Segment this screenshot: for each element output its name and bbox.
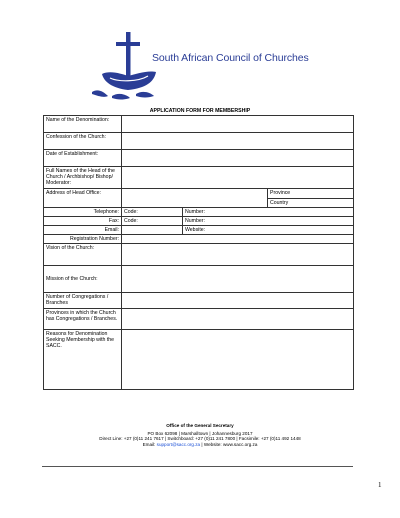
field-telephone-code[interactable]: Code: bbox=[122, 208, 183, 217]
org-name: South African Council of Churches bbox=[152, 52, 309, 64]
field-email[interactable] bbox=[122, 226, 183, 235]
footer-rule bbox=[42, 466, 353, 467]
label-country[interactable]: Country bbox=[268, 199, 354, 208]
label-name-of-denomination: Name of the Denomination: bbox=[44, 116, 122, 133]
footer-website: | Website: www.sacc.org.za bbox=[201, 441, 258, 447]
footer-office: Office of the General Secretary bbox=[166, 423, 234, 428]
footer-email-link[interactable]: support@sacc.org.za bbox=[156, 441, 201, 447]
label-confession: Confession of the Church: bbox=[44, 133, 122, 150]
field-provinces[interactable] bbox=[122, 309, 354, 330]
footer bbox=[0, 423, 400, 447]
footer-contact bbox=[0, 442, 400, 448]
label-fax: Fax: bbox=[44, 217, 122, 226]
label-mission: Mission of the Church: bbox=[44, 266, 122, 293]
page-number: 1 bbox=[378, 481, 382, 489]
label-reasons: Reasons for Denomination Seeking Membership with the SACC. bbox=[44, 330, 122, 390]
field-fax-number[interactable]: Number: bbox=[183, 217, 354, 226]
sacc-logo bbox=[92, 30, 164, 108]
label-congregations: Number of Congregations / Branches bbox=[44, 293, 122, 309]
wave-right bbox=[136, 92, 154, 98]
field-congregations[interactable] bbox=[122, 293, 354, 309]
footer-address: PO Box 62098 | Marshalltown | Johannesburg 2017 bbox=[147, 430, 253, 436]
footer-email-label: Email: bbox=[142, 441, 156, 447]
membership-form bbox=[43, 115, 354, 390]
field-registration[interactable] bbox=[122, 235, 354, 244]
label-registration: Registration Number: bbox=[44, 235, 122, 244]
label-email: Email: bbox=[44, 226, 122, 235]
label-telephone: Telephone: bbox=[44, 208, 122, 217]
cross-horizontal bbox=[116, 42, 140, 46]
field-reasons[interactable] bbox=[122, 330, 354, 390]
field-fax-code[interactable]: Code: bbox=[122, 217, 183, 226]
field-telephone-number[interactable]: Number: bbox=[183, 208, 354, 217]
wave-left bbox=[92, 90, 108, 96]
field-head-names[interactable] bbox=[122, 167, 354, 189]
field-name-of-denomination[interactable] bbox=[122, 116, 354, 133]
field-mission[interactable] bbox=[122, 266, 354, 293]
field-confession[interactable] bbox=[122, 133, 354, 150]
field-date-established[interactable] bbox=[122, 150, 354, 167]
wave-mid bbox=[112, 94, 130, 100]
label-head-office: Address of Head Office: bbox=[44, 189, 122, 208]
label-provinces: Provinces in which the Church has Congregations / Branches. bbox=[44, 309, 122, 330]
field-head-office[interactable] bbox=[122, 189, 268, 208]
field-website[interactable]: Website: bbox=[183, 226, 354, 235]
footer-phones: Direct Line: +27 (0)11 241 7617 | Switchboard: +27 (0)11 241 7800 | Facsimile: +27 (0)11 492 1448 bbox=[99, 436, 301, 442]
field-vision[interactable] bbox=[122, 244, 354, 266]
form-title: APPLICATION FORM FOR MEMBERSHIP bbox=[149, 108, 251, 114]
label-province[interactable]: Province bbox=[268, 189, 354, 199]
label-date-established: Date of Establishment: bbox=[44, 150, 122, 167]
label-head-names: Full Names of the Head of the Church / Archbishop/ Bishop/ Moderator: bbox=[44, 167, 122, 189]
label-vision: Vision of the Church: bbox=[44, 244, 122, 266]
